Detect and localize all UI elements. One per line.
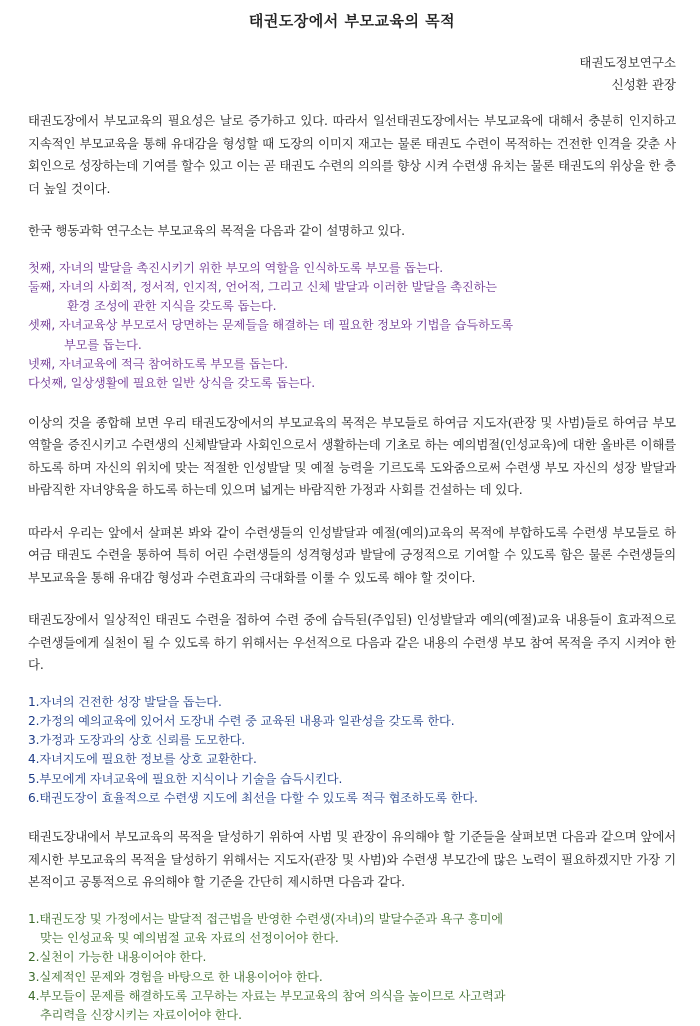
list-item-continuation: 맞는 인성교육 및 예의범절 교육 자료의 선정이어야 한다. xyxy=(40,931,339,946)
list-item-text: 1.태권도장 및 가정에서는 발달적 접근법을 반영한 수련생(자녀)의 발달수준과 욕구 흥미에 xyxy=(28,911,503,926)
parent-participation-purpose-list xyxy=(28,693,676,809)
list-item-text: 셋째, 자녀교육상 부모로서 당면하는 문제들을 해결하는 데 필요한 정보와 기법을 습득하도록 xyxy=(28,318,514,333)
daily-training-paragraph: 태권도장에서 일상적인 태권도 수련을 접하여 수련 중에 습득된(주입된) 인성발달과 예의(예절)교육 내용들이 효과적으로 수련생들에게 실천이 될 수 있도록 하기 위해서는 우선적으로 다음과 같은 내용의 수련생 부모 참여 목적을 주지 시켜야 한다. xyxy=(28,612,676,673)
list-item: 2.가정의 예의교육에 있어서 도장내 수련 중 교육된 내용과 일관성을 갖도록 한다. xyxy=(28,713,455,728)
criteria-paragraph: 태권도장내에서 부모교육의 목적을 달성하기 위하여 사범 및 관장이 유의해야 할 기준들을 살펴보면 다음과 같으며 앞에서 제시한 부모교육의 목적을 달성하기 위해서는 지도자(관장 및 사범)와 수련생 부모간에 많은 노력이 필요하겠지만 가장 기본적이고 공통적으로 유의해야 할 기준을 간단히 제시하면 다음과 같다. xyxy=(28,829,676,890)
list-item: 6.태권도장이 효율적으로 수련생 지도에 최선을 다할 수 있도록 적극 협조하도록 한다. xyxy=(28,791,478,806)
list-item: 5.부모에게 자녀교육에 필요한 지식이나 기술을 습득시킨다. xyxy=(28,771,343,786)
list-item-text: 둘째, 자녀의 사회적, 정서적, 인지적, 언어적, 그리고 신체 발달과 이러한 발달을 촉진하는 xyxy=(28,279,497,294)
instructor-criteria-list xyxy=(28,910,676,1026)
author-org: 태권도정보연구소 xyxy=(579,55,676,70)
document-title: 태권도장에서 부모교육의 목적 xyxy=(248,12,456,30)
list-item: 1.자녀의 건전한 성장 발달을 돕는다. xyxy=(28,694,222,709)
list-item-continuation: 부모를 돕는다. xyxy=(64,337,142,352)
kbsi-paragraph: 한국 행동과학 연구소는 부모교육의 목적을 다음과 같이 설명하고 있다. xyxy=(28,223,405,238)
list-item-text: 다섯째, 일상생활에 필요한 일반 상식을 갖도록 돕는다. xyxy=(28,376,316,391)
list-item-text: 3.실제적인 문제와 경험을 바탕으로 한 내용이어야 한다. xyxy=(28,969,323,984)
summary-paragraph: 이상의 것을 종합해 보면 우리 태권도장에서의 부모교육의 목적은 부모들로 하여금 지도자(관장 및 사범)들로 하여금 부모 역할을 증진시키고 수련생의 신체발달과 사회인으로서 생활하는데 기초로 하는 예의범절(인성교육)에 대한 올바른 이해를 하도록 하며 자신의 위치에 맞는 적절한 인성발달 및 예절 능력을 기르도록 도와줌으로써 수련생 부모 자신의 성장 발달과 바람직한 자녀양육을 하도록 하는데 있으며 넓게는 바람직한 가정과 사회를 건설하는 데 있다. xyxy=(28,414,676,498)
list-item xyxy=(28,910,676,949)
list-item-continuation: 환경 조성에 관한 지식을 갖도록 돕는다. xyxy=(67,299,277,314)
list-item xyxy=(28,948,676,967)
list-item xyxy=(28,374,676,393)
list-item xyxy=(28,987,676,1026)
list-item: 4.자녀지도에 필요한 정보를 상호 교환한다. xyxy=(28,752,257,767)
list-item xyxy=(28,259,676,278)
list-item xyxy=(28,316,676,355)
list-item-text: 넷째, 자녀교육에 적극 참여하도록 부모를 돕는다. xyxy=(28,356,288,371)
therefore-paragraph: 따라서 우리는 앞에서 살펴본 봐와 같이 수련생들의 인성발달과 예절(예의)교육의 목적에 부합하도록 수련생 부모들로 하여금 태권도 수련을 통하여 특히 어린 수련생들의 성격형성과 발달에 긍정적으로 기여할 수 있도록 함은 물론 수련생들의 부모교육을 통해 유대감 형성과 수련효과의 극대화를 이룰 수 있도록 해야 할 것이다. xyxy=(28,524,676,585)
author-name: 신성환 관장 xyxy=(611,77,676,92)
list-item xyxy=(28,355,676,374)
list-item xyxy=(28,278,676,317)
list-item-text: 4.부모들이 문제를 해결하도록 고무하는 자료는 부모교육의 참여 의식을 높이므로 사고력과 xyxy=(28,989,506,1004)
list-item: 3.가정과 도장과의 상호 신뢰를 도모한다. xyxy=(28,733,246,748)
list-item-continuation: 추리력을 신장시키는 자료이어야 한다. xyxy=(40,1008,242,1023)
author-block xyxy=(28,52,676,96)
list-item-text: 2.실천이 가능한 내용이어야 한다. xyxy=(28,950,207,965)
list-item xyxy=(28,968,676,987)
intro-paragraph: 태권도장에서 부모교육의 필요성은 날로 증가하고 있다. 따라서 일선태권도장에서는 부모교육에 대해서 충분히 인지하고 지속적인 부모교육을 통해 유대감을 형성할 때 도장의 이미지 재고는 물론 태권도 수련이 목적하는 건전한 인격을 갖춘 사회인으로 성장하는데 기여를 할수 있고 이는 곧 태권도 수련의 의의를 향상 시켜 수련생 유치는 물론 태권도의 위상을 한 층 더 높일 것이다. xyxy=(28,113,676,196)
ordinal-goal-list xyxy=(28,259,676,394)
list-item-text: 첫째, 자녀의 발달을 촉진시키기 위한 부모의 역할을 인식하도록 부모를 돕는다. xyxy=(28,260,444,275)
